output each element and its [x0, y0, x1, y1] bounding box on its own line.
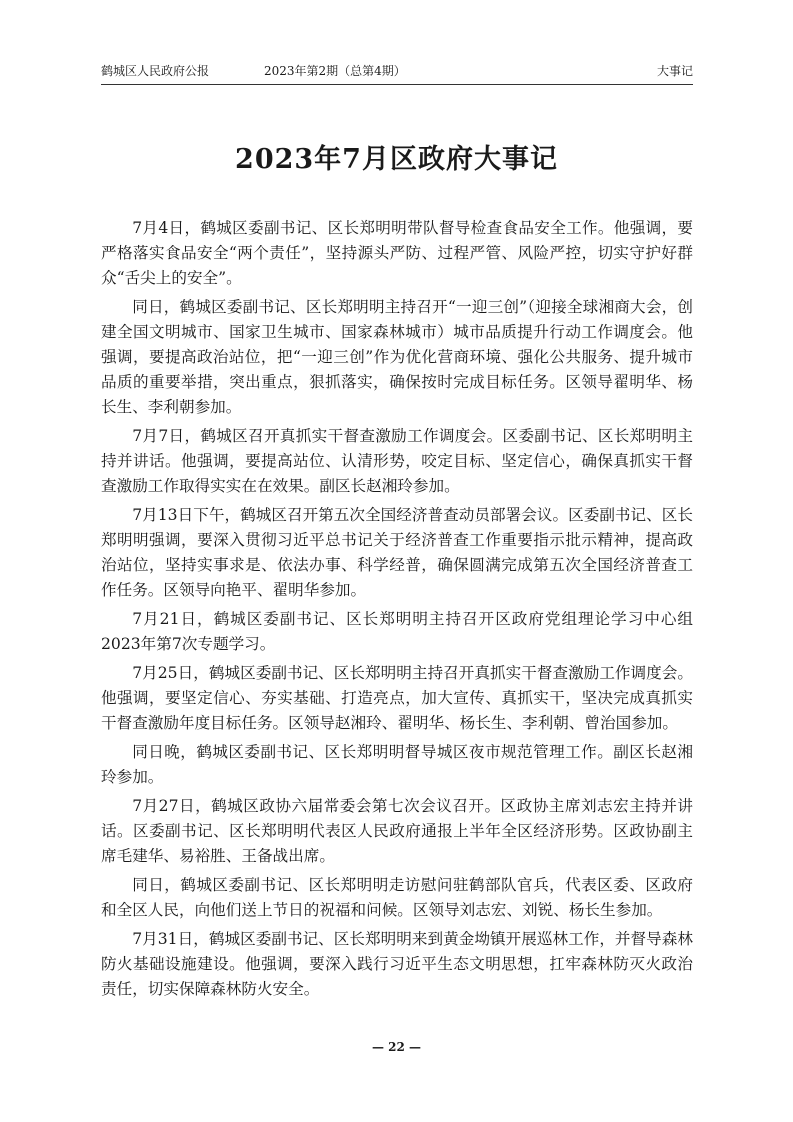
document-body	[101, 216, 693, 1006]
paragraph-jul-25: 7月25日，鹤城区委副书记、区长郑明明主持召开真抓实干督查激励工作调度会。他强调，要坚定信心、夯实基础、打造亮点，加大宣传、真抓实干，坚决完成真抓实干督查激励年度目标任务。区领导赵湘玲、翟明华、杨长生、李利朝、曾治国参加。	[101, 664, 693, 732]
paragraph-jul-27-same-day: 同日，鹤城区委副书记、区长郑明明走访慰问驻鹤部队官兵，代表区委、区政府和全区人民，向他们送上节日的祝福和问候。区领导刘志宏、刘锐、杨长生参加。	[101, 876, 693, 919]
document-title: 2023年7月区政府大事记	[235, 144, 558, 175]
paragraph-jul-21: 7月21日，鹤城区委副书记、区长郑明明主持召开区政府党组理论学习中心组2023年第7次专题学习。	[101, 610, 693, 653]
paragraph-jul-4-same-day: 同日，鹤城区委副书记、区长郑明明主持召开“一迎三创”（迎接全球湘商大会，创建全国文明城市、国家卫生城市、国家森林城市）城市品质提升行动工作调度会。他强调，要提高政治站位，把“一迎三创”作为优化营商环境、强化公共服务、提升城市品质的重要举措，突出重点，狠抓落实，确保按时完成目标任务。区领导翟明华、杨长生、李利朝参加。	[101, 298, 693, 416]
header-section-name: 大事记	[656, 64, 693, 78]
header-issue-info: 2023年第2期（总第4期）	[264, 64, 406, 78]
page-header	[101, 62, 693, 85]
paragraph-jul-4: 7月4日，鹤城区委副书记、区长郑明明带队督导检查食品安全工作。他强调，要严格落实食品安全“两个责任”，坚持源头严防、过程严管、风险严控，切实守护好群众“舌尖上的安全”。	[101, 219, 693, 287]
page-number: — 22 —	[371, 1040, 422, 1054]
paragraph-jul-7: 7月7日，鹤城区召开真抓实干督查激励工作调度会。区委副书记、区长郑明明主持并讲话。他强调，要提高站位、认清形势，咬定目标、坚定信心，确保真抓实干督查激励工作取得实实在在效果。副区长赵湘玲参加。	[101, 427, 693, 495]
paragraph-jul-25-evening: 同日晚，鹤城区委副书记、区长郑明明督导城区夜市规范管理工作。副区长赵湘玲参加。	[101, 743, 693, 786]
header-publication-name: 鹤城区人民政府公报	[101, 64, 210, 78]
paragraph-jul-27: 7月27日，鹤城区政协六届常委会第七次会议召开。区政协主席刘志宏主持并讲话。区委副书记、区长郑明明代表区人民政府通报上半年全区经济形势。区政协副主席毛建华、易裕胜、王备战出席。	[101, 797, 693, 865]
paragraph-jul-31: 7月31日，鹤城区委副书记、区长郑明明来到黄金坳镇开展巡林工作，并督导森林防火基础设施建设。他强调，要深入践行习近平生态文明思想，扛牢森林防灭火政治责任，切实保障森林防火安全。	[101, 930, 693, 998]
paragraph-jul-13: 7月13日下午，鹤城区召开第五次全国经济普查动员部署会议。区委副书记、区长郑明明强调，要深入贯彻习近平总书记关于经济普查工作重要指示批示精神，提高政治站位，坚持实事求是、依法办事、科学经普，确保圆满完成第五次全国经济普查工作任务。区领导向艳平、翟明华参加。	[101, 506, 693, 599]
